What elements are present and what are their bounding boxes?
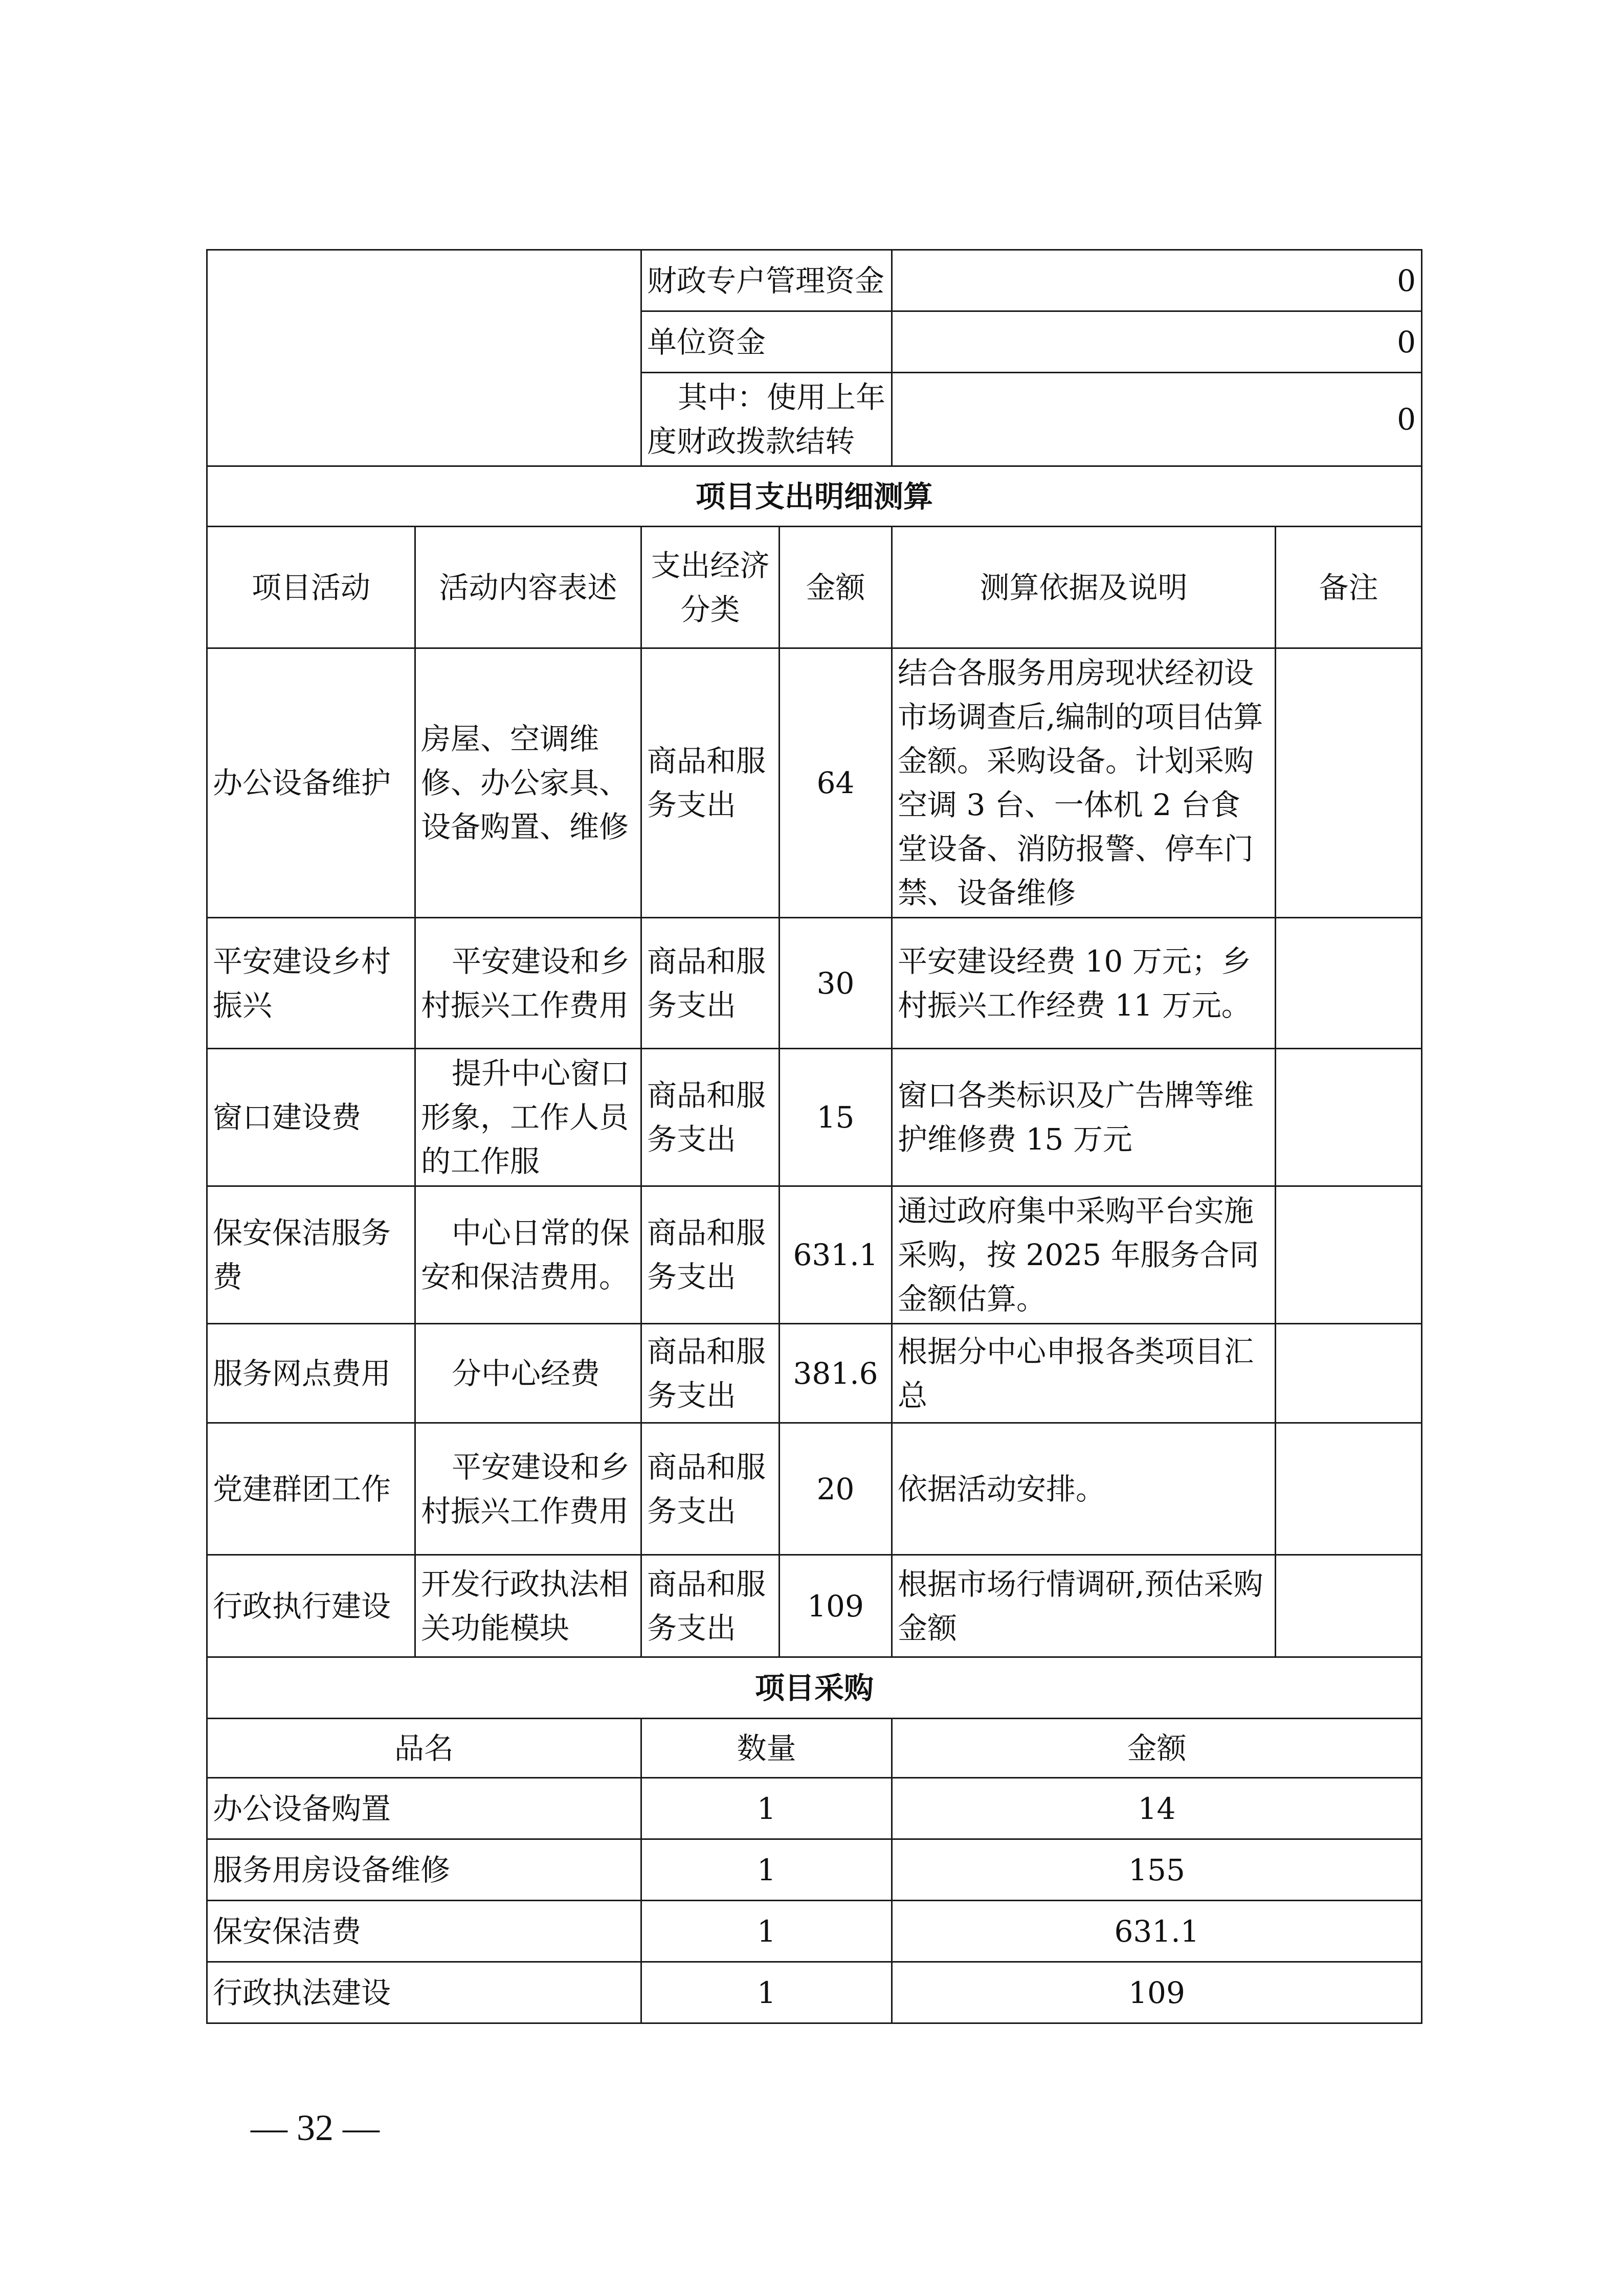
category-cell: 商品和服务支出 [641, 918, 780, 1049]
amount-cell: 30 [780, 918, 892, 1049]
activity-cell: 服务网点费用 [207, 1324, 415, 1423]
category-cell: 商品和服务支出 [641, 1423, 780, 1555]
basis-cell: 根据市场行情调研,预估采购金额 [892, 1555, 1276, 1657]
content-cell: 平安建设和乡村振兴工作费用 [415, 1423, 641, 1555]
note-cell [1276, 1186, 1422, 1324]
amount-cell: 109 [780, 1555, 892, 1657]
activity-cell: 保安保洁服务费 [207, 1186, 415, 1324]
header-item-name: 品名 [207, 1719, 641, 1778]
note-cell [1276, 1049, 1422, 1186]
item-name-cell: 服务用房设备维修 [207, 1839, 641, 1901]
activity-cell: 行政执行建设 [207, 1555, 415, 1657]
activity-cell: 窗口建设费 [207, 1049, 415, 1186]
note-cell [1276, 1324, 1422, 1423]
content-cell: 提升中心窗口形象，工作人员的工作服 [415, 1049, 641, 1186]
category-cell: 商品和服务支出 [641, 1186, 780, 1324]
header-note: 备注 [1276, 527, 1422, 648]
header-content: 活动内容表述 [415, 527, 641, 648]
funding-label: 单位资金 [641, 311, 892, 373]
item-amount-cell: 109 [892, 1962, 1422, 2023]
header-category: 支出经济分类 [641, 527, 780, 648]
content-cell: 中心日常的保安和保洁费用。 [415, 1186, 641, 1324]
note-cell [1276, 918, 1422, 1049]
procurement-row [207, 1962, 1422, 2023]
procurement-row [207, 1839, 1422, 1901]
activity-cell: 平安建设乡村振兴 [207, 918, 415, 1049]
item-name-cell: 保安保洁费 [207, 1901, 641, 1962]
detail-row [207, 1555, 1422, 1657]
detail-row [207, 648, 1422, 918]
item-amount-cell: 14 [892, 1778, 1422, 1839]
basis-cell: 平安建设经费 10 万元；乡村振兴工作经费 11 万元。 [892, 918, 1276, 1049]
content-cell: 分中心经费 [415, 1324, 641, 1423]
budget-table [206, 249, 1422, 2024]
detail-row [207, 1186, 1422, 1324]
detail-row [207, 1423, 1422, 1555]
item-qty-cell: 1 [641, 1839, 892, 1901]
note-cell [1276, 1555, 1422, 1657]
content-cell: 开发行政执法相关功能模块 [415, 1555, 641, 1657]
detail-header-row [207, 527, 1422, 648]
basis-cell: 窗口各类标识及广告牌等维护维修费 15 万元 [892, 1049, 1276, 1186]
amount-cell: 64 [780, 648, 892, 918]
detail-row [207, 918, 1422, 1049]
funding-row [207, 250, 1422, 311]
detail-section-title: 项目支出明细测算 [207, 466, 1422, 527]
amount-cell: 631.1 [780, 1186, 892, 1324]
content-cell: 平安建设和乡村振兴工作费用 [415, 918, 641, 1049]
note-cell [1276, 648, 1422, 918]
funding-value: 0 [892, 373, 1422, 466]
item-qty-cell: 1 [641, 1962, 892, 2023]
procurement-section-title: 项目采购 [207, 1657, 1422, 1719]
amount-cell: 20 [780, 1423, 892, 1555]
basis-cell: 根据分中心申报各类项目汇总 [892, 1324, 1276, 1423]
procurement-header-row [207, 1719, 1422, 1778]
funding-label: 其中：使用上年度财政拨款结转 [641, 373, 892, 466]
basis-cell: 通过政府集中采购平台实施采购，按 2025 年服务合同金额估算。 [892, 1186, 1276, 1324]
amount-cell: 381.6 [780, 1324, 892, 1423]
category-cell: 商品和服务支出 [641, 648, 780, 918]
funding-blank-cell [207, 250, 641, 466]
basis-cell: 依据活动安排。 [892, 1423, 1276, 1555]
item-name-cell: 办公设备购置 [207, 1778, 641, 1839]
section-title-row [207, 466, 1422, 527]
activity-cell: 党建群团工作 [207, 1423, 415, 1555]
item-qty-cell: 1 [641, 1778, 892, 1839]
amount-cell: 15 [780, 1049, 892, 1186]
header-activity: 项目活动 [207, 527, 415, 648]
funding-value: 0 [892, 250, 1422, 311]
detail-row [207, 1049, 1422, 1186]
detail-row [207, 1324, 1422, 1423]
category-cell: 商品和服务支出 [641, 1049, 780, 1186]
page-number: — 32 — [251, 2107, 380, 2148]
activity-cell: 办公设备维护 [207, 648, 415, 918]
item-amount-cell: 631.1 [892, 1901, 1422, 1962]
header-basis: 测算依据及说明 [892, 527, 1276, 648]
funding-label: 财政专户管理资金 [641, 250, 892, 311]
header-quantity: 数量 [641, 1719, 892, 1778]
section-title-row [207, 1657, 1422, 1719]
procurement-row [207, 1778, 1422, 1839]
item-amount-cell: 155 [892, 1839, 1422, 1901]
funding-value: 0 [892, 311, 1422, 373]
header-amount: 金额 [780, 527, 892, 648]
category-cell: 商品和服务支出 [641, 1324, 780, 1423]
category-cell: 商品和服务支出 [641, 1555, 780, 1657]
procurement-row [207, 1901, 1422, 1962]
content-cell: 房屋、空调维修、办公家具、设备购置、维修 [415, 648, 641, 918]
item-qty-cell: 1 [641, 1901, 892, 1962]
note-cell [1276, 1423, 1422, 1555]
item-name-cell: 行政执法建设 [207, 1962, 641, 2023]
header-amount: 金额 [892, 1719, 1422, 1778]
basis-cell: 结合各服务用房现状经初设市场调查后,编制的项目估算金额。采购设备。计划采购空调 3 台、一体机 2 台食堂设备、消防报警、停车门禁、设备维修 [892, 648, 1276, 918]
